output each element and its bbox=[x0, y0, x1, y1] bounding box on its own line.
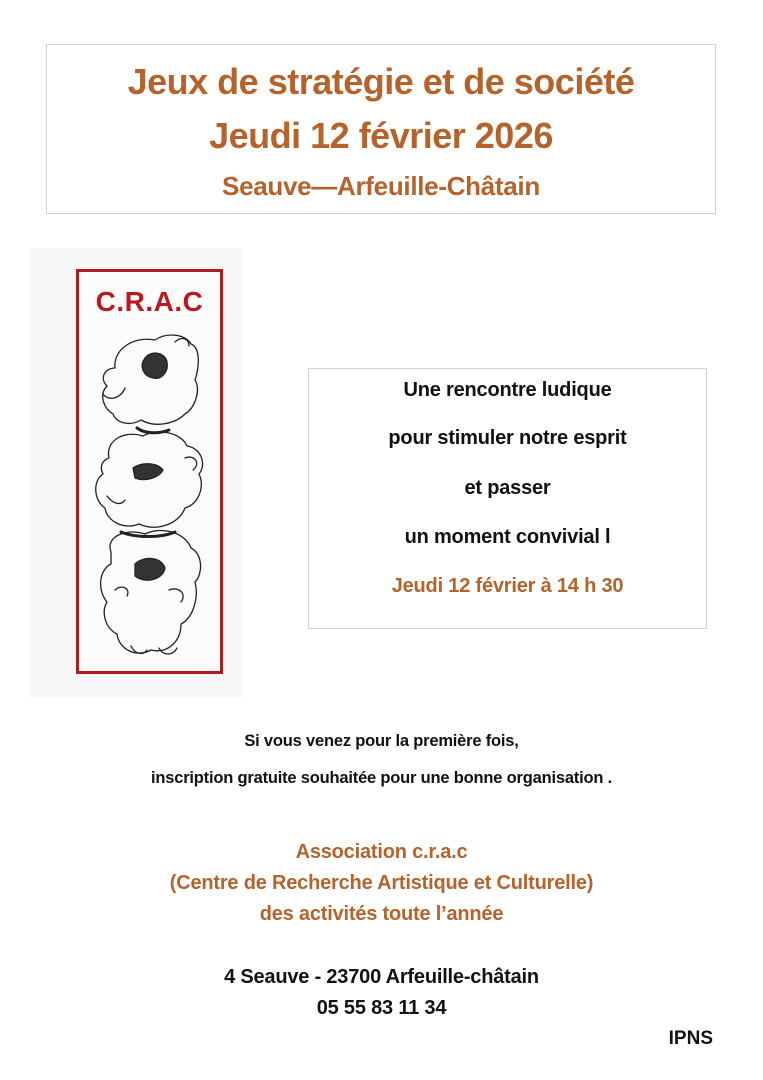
info-line: pour stimuler notre esprit bbox=[388, 427, 627, 449]
event-time: Jeudi 12 février à 14 h 30 bbox=[391, 575, 624, 597]
event-location: Seauve—Arfeuille-Châtain bbox=[222, 171, 540, 201]
association-tagline: des activités toute l’année bbox=[259, 903, 504, 925]
first-visit-notice: Si vous venez pour la première fois, bbox=[244, 732, 519, 750]
title-box bbox=[46, 44, 716, 214]
registration-notice: inscription gratuite souhaitée pour une bonne organisation . bbox=[150, 769, 613, 787]
info-line: Une rencontre ludique bbox=[403, 379, 612, 401]
stacked-elephants-icon bbox=[85, 328, 215, 664]
crac-logo bbox=[76, 269, 223, 674]
info-box bbox=[308, 368, 707, 629]
info-line: et passer bbox=[464, 477, 551, 499]
association-full-name: (Centre de Recherche Artistique et Culturelle) bbox=[169, 872, 594, 894]
association-name: Association c.r.a.c bbox=[295, 841, 468, 863]
address: 4 Seauve - 23700 Arfeuille-châtain bbox=[224, 966, 539, 988]
event-date: Jeudi 12 février 2026 bbox=[209, 115, 553, 156]
info-line: un moment convivial l bbox=[404, 526, 611, 548]
logo-text: C.R.A.C bbox=[95, 286, 204, 317]
event-title: Jeux de stratégie et de société bbox=[127, 61, 635, 102]
phone-number: 05 55 83 11 34 bbox=[316, 997, 447, 1019]
ipns-label: IPNS bbox=[668, 1028, 713, 1049]
